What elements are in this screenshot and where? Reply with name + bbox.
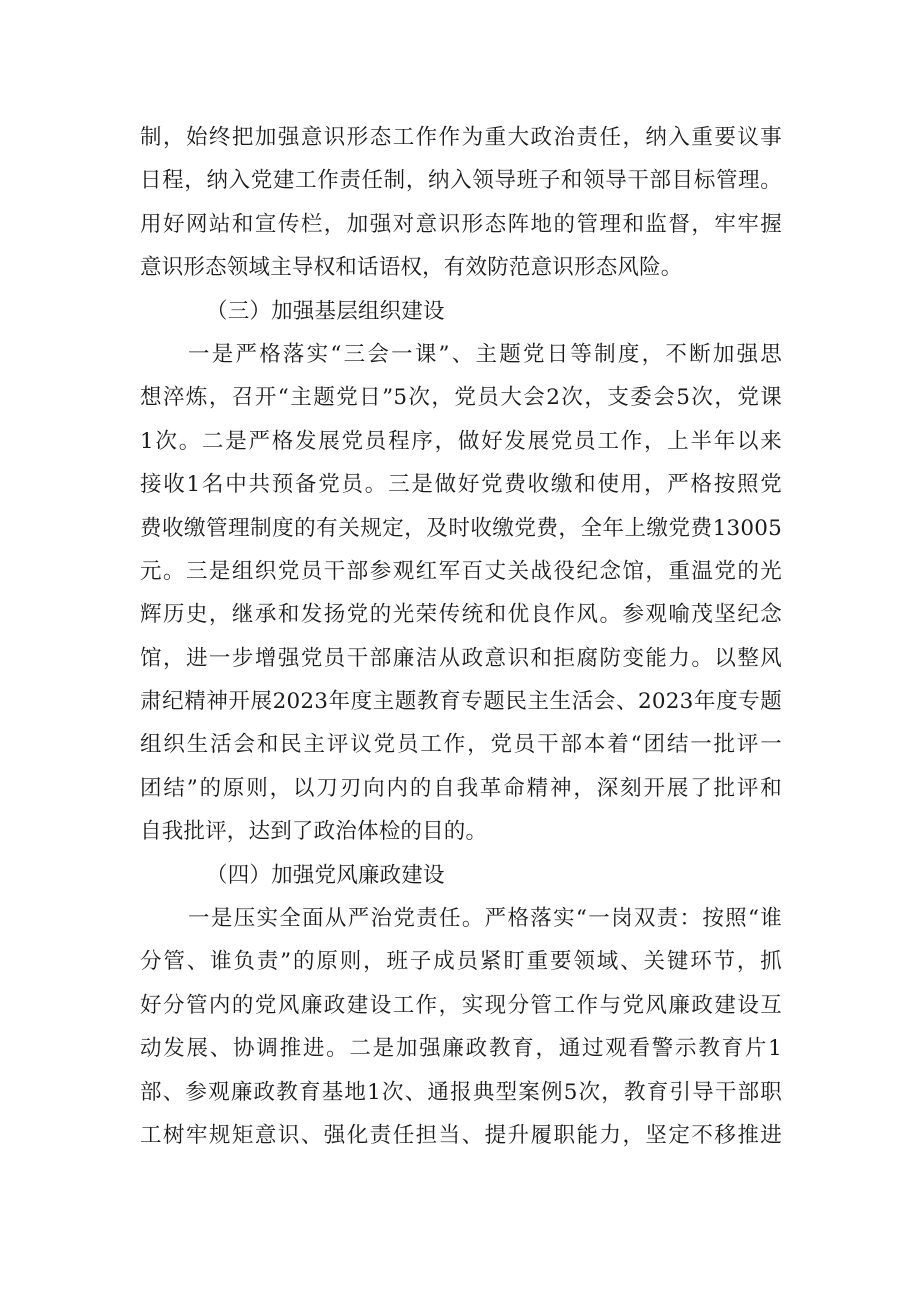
text-line: 好分管内的党风廉政建设工作，实现分管工作与党风廉政建设互 [140, 992, 782, 1018]
text-line: 肃纪精神开展2023年度主题教育专题民主生活会、2023年度专题 [140, 689, 782, 715]
section-heading: （四）加强党风廉政建设 [206, 862, 445, 888]
text-line: 意识形态领域主导权和话语权，有效防范意识形态风险。 [140, 255, 683, 281]
text-line: 分管、谁负责”的原则，班子成员紧盯重要领域、关键环节，抓 [140, 949, 782, 975]
text-line: 日程，纳入党建工作责任制，纳入领导班子和领导干部目标管理。 [140, 168, 782, 194]
text-line: 部、参观廉政教育基地1次、通报典型案例5次，教育引导干部职 [140, 1079, 782, 1105]
section-heading: （三）加强基层组织建设 [206, 298, 445, 324]
text-line: 想淬炼，召开“主题党日”5次，党员大会2次，支委会5次，党课 [140, 385, 782, 411]
text-line: 费收缴管理制度的有关规定，及时收缴党费，全年上缴党费13005 [140, 515, 782, 541]
text-line: 辉历史，继承和发扬党的光荣传统和优良作风。参观喻茂坚纪念 [140, 602, 782, 628]
text-line: 馆，进一步增强党员干部廉洁从政意识和拒腐防变能力。以整风 [140, 645, 782, 671]
text-line: 用好网站和宣传栏，加强对意识形态阵地的管理和监督，牢牢握 [140, 211, 782, 237]
text-line: 组织生活会和民主评议党员工作，党员干部本着“团结一批评一 [140, 732, 782, 758]
text-line: 一是压实全面从严治党责任。严格落实“一岗双责：按照“谁 [188, 906, 782, 932]
document-page [140, 116, 782, 1157]
text-line: 一是严格落实“三会一课”、主题党日等制度，不断加强思 [188, 341, 782, 367]
text-line: 团结”的原则，以刀刃向内的自我革命精神，深刻开展了批评和 [140, 775, 782, 801]
text-line: 元。三是组织党员干部参观红军百丈关战役纪念馆，重温党的光 [140, 558, 782, 584]
text-line: 工树牢规矩意识、强化责任担当、提升履职能力，坚定不移推进 [140, 1122, 782, 1148]
text-line: 动发展、协调推进。二是加强廉政教育，通过观看警示教育片1 [140, 1036, 782, 1062]
text-line: 接收1名中共预备党员。三是做好党费收缴和使用，严格按照党 [140, 472, 782, 498]
text-line: 自我批评，达到了政治体检的目的。 [140, 819, 488, 845]
text-line: 1次。二是严格发展党员程序，做好发展党员工作，上半年以来 [140, 428, 782, 454]
text-line: 制，始终把加强意识形态工作作为重大政治责任，纳入重要议事 [140, 125, 782, 150]
